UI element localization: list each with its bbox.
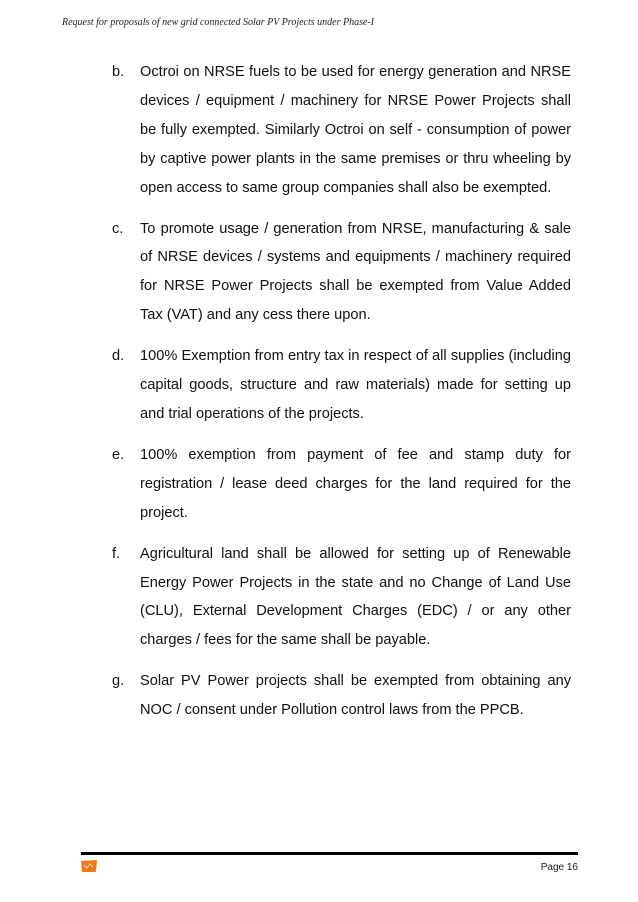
list-marker: d. (112, 348, 125, 365)
list-item-text: 100% exemption from payment of fee and stamp duty for registration / lease deed charges for the land required for the project. (140, 446, 571, 521)
document-body (112, 58, 571, 737)
organization-logo-icon (80, 859, 98, 873)
list-marker: g. (112, 673, 125, 690)
list-item-text: Agricultural land shall be allowed for setting up of Renewable Energy Power Projects in the state and no Change of Land Use (CLU), External Development Charges (EDC) / or any other charges / fees for the same shall be payable. (140, 545, 571, 649)
list-marker: e. (112, 446, 125, 463)
list-item-c (112, 215, 571, 331)
list-item-d (112, 342, 571, 429)
running-header: Request for proposals of new grid connected Solar PV Projects under Phase-I (62, 17, 375, 28)
list-item-text: Solar PV Power projects shall be exempted from obtaining any NOC / consent under Pollution control laws from the PPCB. (140, 673, 571, 719)
list-item-f (112, 540, 571, 656)
list-item-b (112, 58, 571, 203)
list-marker: b. (112, 64, 125, 80)
page-number: Page 16 (540, 862, 578, 873)
list-item-text: 100% Exemption from entry tax in respect of all supplies (including capital goods, structure and raw materials) made for setting up and trial operations of the projects. (140, 348, 571, 422)
list-marker: c. (112, 220, 124, 237)
list-item-g (112, 667, 571, 725)
list-marker: f. (112, 545, 121, 562)
list-item-e (112, 441, 571, 528)
footer-rule (81, 852, 578, 855)
list-item-text: To promote usage / generation from NRSE, manufacturing & sale of NRSE devices / systems and equipments / machinery required for NRSE Power Projects shall be exempted from Value Added Tax (VAT) and any cess there upon. (140, 220, 571, 324)
list-item-text: Octroi on NRSE fuels to be used for energy generation and NRSE devices / equipment / machinery for NRSE Power Projects shall be fully exempted. Similarly Octroi on self - consumption of power by captive power plants in the same premises or thru wheeling by open access to same group companies shall also be exempted. (140, 64, 571, 196)
